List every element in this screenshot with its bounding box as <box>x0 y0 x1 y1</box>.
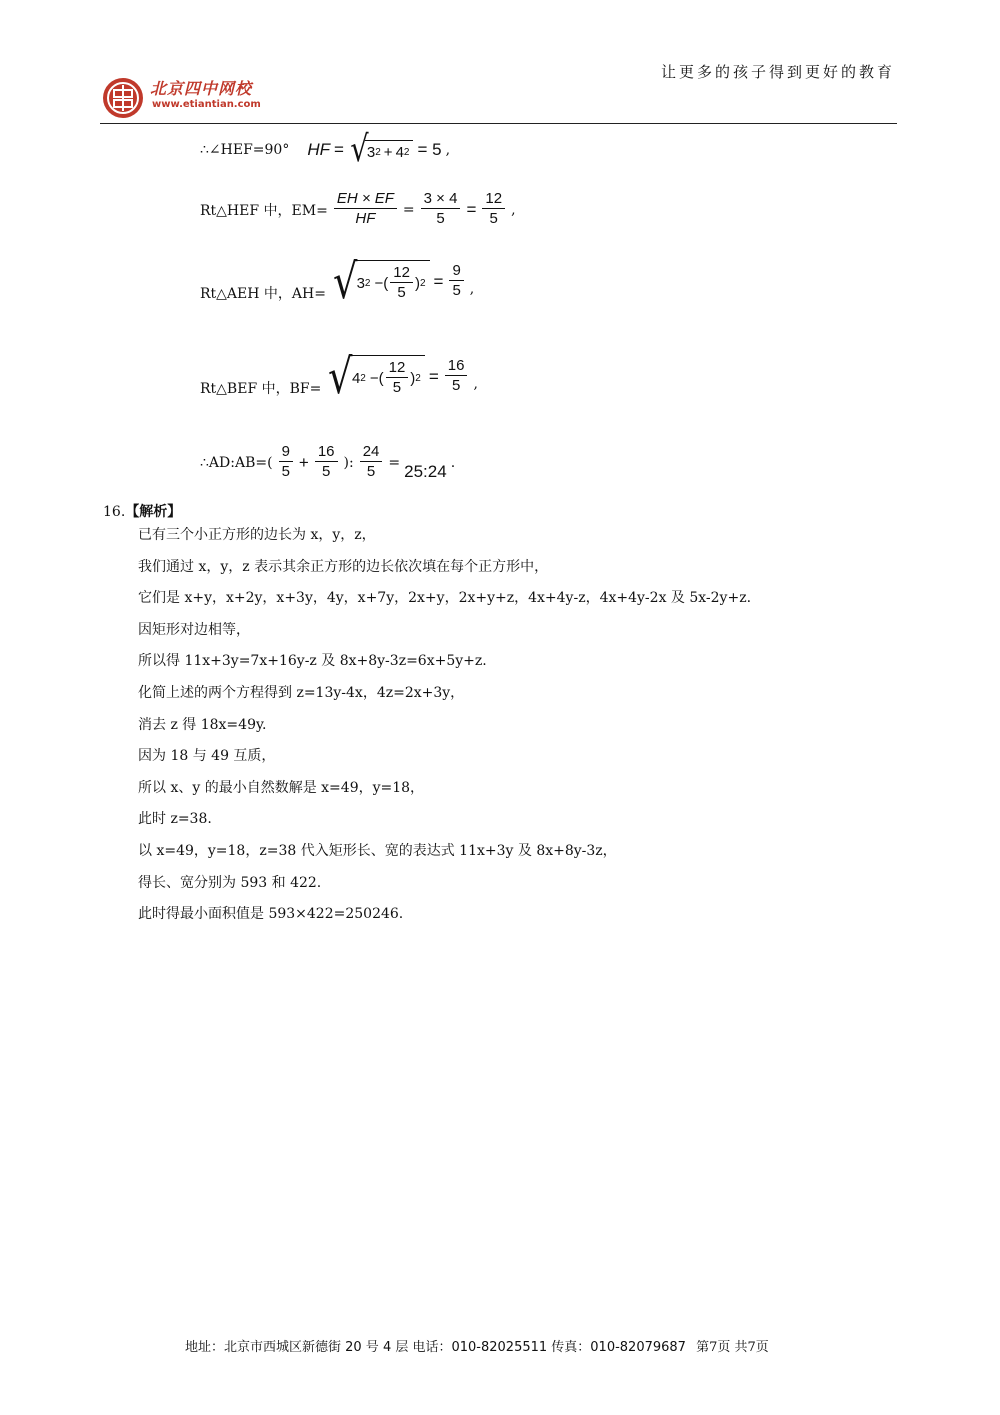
frac-num: 16 <box>445 357 468 376</box>
minus-paren: −( <box>374 275 389 292</box>
explanation-line: 以 x=49，y=18，z=38 代入矩形长、宽的表达式 11x+3y 及 8x+8y-3z， <box>138 842 617 859</box>
frac-den: 5 <box>397 284 406 301</box>
explanation-line: 得长、宽分别为 593 和 422. <box>138 874 322 891</box>
frac-den: 5 <box>392 379 402 396</box>
radical-icon: √ <box>328 348 353 405</box>
line-end: , <box>473 375 478 392</box>
frac-num: 9 <box>279 443 293 462</box>
radicand-b: 4 <box>395 143 404 161</box>
frac-den: 5 <box>489 210 498 227</box>
minus-paren: −( <box>369 370 384 387</box>
fraction-9-5 <box>279 443 293 482</box>
page-number: 第7页 共7页 <box>696 1340 769 1355</box>
section-16-heading <box>103 501 181 521</box>
question-number: 16. <box>103 504 126 520</box>
frac-num: 12 <box>386 359 409 378</box>
line-end: . <box>450 454 456 471</box>
ratio-result: 25:24 <box>404 461 447 481</box>
fraction-16-5 <box>315 443 338 482</box>
frac-den: 5 <box>451 377 461 394</box>
eq-sign: = <box>334 140 344 159</box>
frac-num: 12 <box>390 264 413 283</box>
radical-icon: √ <box>333 253 358 310</box>
explanation-line: 我们通过 x，y，z 表示其余正方形的边长依次填在每个正方形中， <box>138 558 549 575</box>
explanation-line: 它们是 x+y，x+2y，x+3y，4y，x+7y，2x+y，2x+y+z，4x+4y-z，4x+4y-2x 及 5x-2y+z. <box>138 590 752 607</box>
header-divider <box>100 123 897 124</box>
solution-line-1 <box>200 129 451 170</box>
fraction-3x4-5 <box>421 190 461 229</box>
page-header <box>100 55 897 125</box>
frac-num: 3 × 4 <box>421 190 461 209</box>
eq-sign: = <box>428 366 439 386</box>
eq-sign: = <box>402 201 415 218</box>
solution-line-3 <box>200 253 475 310</box>
fraction-12-5 <box>390 264 413 303</box>
page-footer <box>185 1336 769 1355</box>
explanation-line: 所以 x、y 的最小自然数解是 x=49，y=18， <box>138 779 425 796</box>
explanation-line: 此时得最小面积值是 593×422=250246. <box>138 906 404 923</box>
result: = 5 <box>417 140 442 159</box>
frac-den: HF <box>355 210 376 227</box>
fraction-16-5 <box>445 357 468 396</box>
solution-line-4 <box>200 348 478 405</box>
exponent: 2 <box>375 146 381 158</box>
solution-line-2 <box>200 190 516 229</box>
eq-sign: = <box>466 199 477 219</box>
header-slogan: 让更多的孩子得到更好的教育 <box>660 63 895 81</box>
frac-den: 5 <box>322 463 331 480</box>
frac-num: EH × EF <box>334 190 397 209</box>
frac-den: 5 <box>366 463 376 480</box>
logo-url[interactable]: www.etiantian.com <box>152 99 261 110</box>
hef-angle-text: ∴∠HEF=90° <box>200 142 290 158</box>
fraction-eh-ef-hf <box>334 190 397 229</box>
line-end: , <box>445 142 451 158</box>
explanation-line: 已有三个小正方形的边长为 x，y，z， <box>138 527 376 543</box>
radicand: 4 <box>351 370 361 387</box>
em-text: Rt△HEF 中，EM= <box>200 202 328 219</box>
sqrt-expression <box>348 129 414 170</box>
ratio-colon: ): <box>343 454 354 471</box>
section-title: 【解析】 <box>125 504 182 520</box>
eq-sign: = <box>388 454 401 471</box>
solution-line-5 <box>200 443 455 482</box>
frac-num: 16 <box>315 443 338 462</box>
fraction-12-5 <box>482 190 505 229</box>
explanation-line: 因矩形对边相等， <box>138 621 250 638</box>
frac-den: 5 <box>436 210 445 227</box>
frac-den: 5 <box>281 463 290 480</box>
line-end: , <box>469 280 475 297</box>
explanation-line: 因为 18 与 49 互质， <box>138 748 276 765</box>
plus-sign: + <box>298 452 309 472</box>
exponent: 2 <box>403 146 410 158</box>
ah-text: Rt△AEH 中，AH= <box>200 285 326 302</box>
radicand-a: 3 <box>366 143 376 161</box>
radical-icon: √ <box>350 129 369 170</box>
frac-num: 12 <box>482 190 505 209</box>
fraction-9-5 <box>449 262 463 301</box>
fraction-24-5 <box>360 443 383 482</box>
radicand: 3 <box>356 275 365 292</box>
line-end: , <box>511 201 516 218</box>
footer-address: 地址：北京市西城区新德街 20 号 4 层 电话：010-82025511 传真：010-82079687 <box>185 1340 686 1355</box>
frac-den: 5 <box>452 282 461 299</box>
fraction-12-5 <box>386 359 409 398</box>
hf-label: HF <box>307 140 330 159</box>
explanation-line: 所以得 11x+3y=7x+16y-z 及 8x+8y-3z=6x+5y+z. <box>138 653 487 670</box>
logo-name: 北京四中网校 <box>150 79 253 98</box>
explanation-line: 化简上述的两个方程得到 z=13y-4x，4z=2x+3y， <box>138 684 465 701</box>
sqrt-expression: √ 3 2 −( $\frac{12}{5}$ ) 2 <box>330 260 430 303</box>
close-paren: ) <box>414 275 420 292</box>
explanation-line: 此时 z=38. <box>138 811 212 828</box>
bf-text: Rt△BEF 中，BF= <box>200 380 322 397</box>
section-16-body <box>138 520 751 931</box>
explanation-line: 消去 z 得 18x=49y. <box>138 716 267 733</box>
sqrt-expression: √ 4 2 −( $\frac{12}{5}$ ) 2 <box>325 355 425 398</box>
frac-num: 24 <box>360 443 383 462</box>
frac-num: 9 <box>449 262 463 281</box>
close-paren: ) <box>410 370 416 387</box>
eq-sign: = <box>433 271 444 291</box>
plus-sign: + <box>383 143 393 161</box>
ratio-text: ∴AD:AB=( <box>200 454 273 471</box>
